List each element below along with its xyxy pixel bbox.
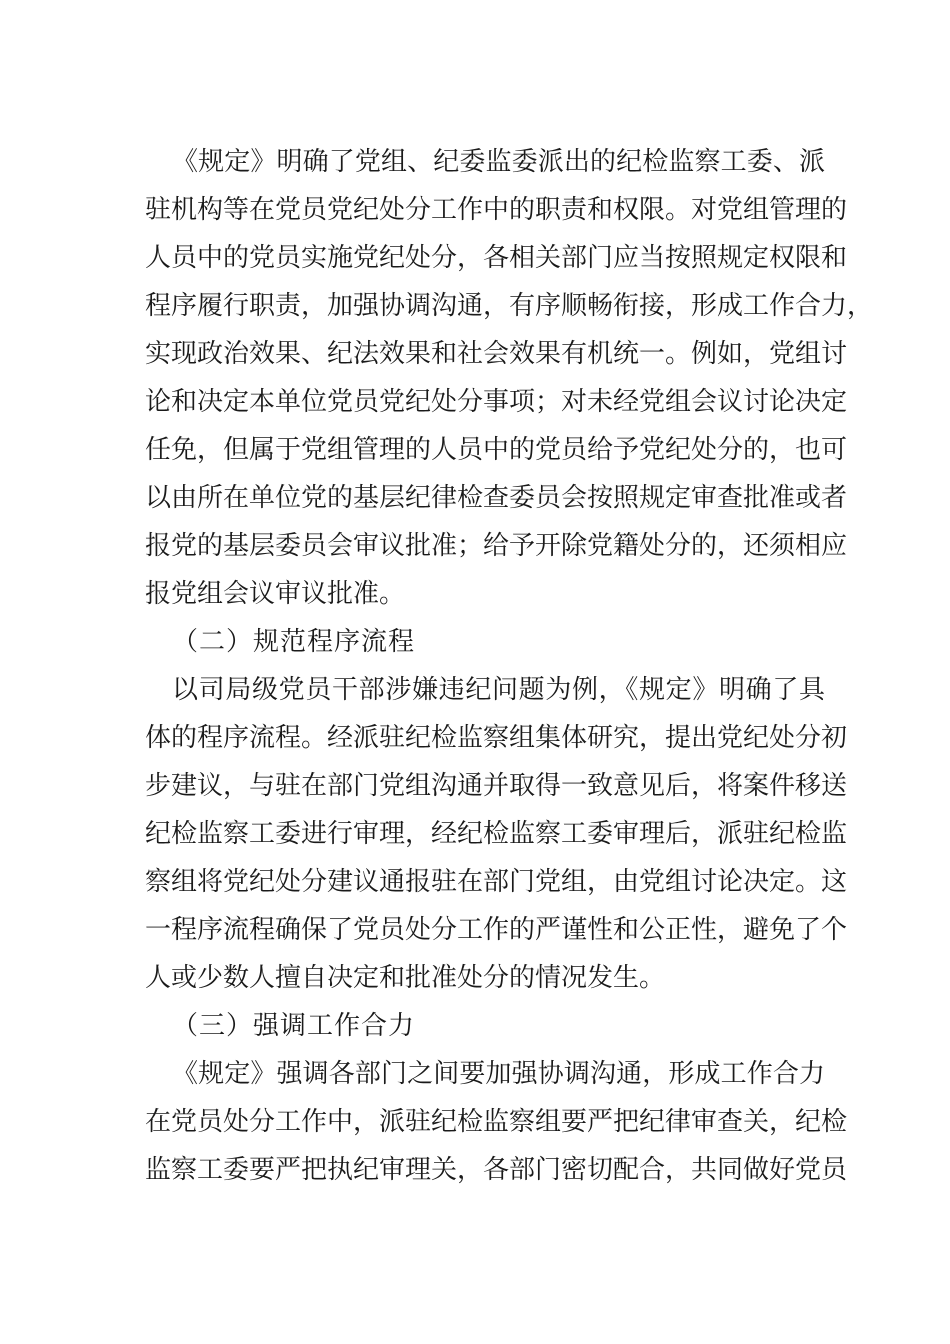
text-line: 程序履行职责，加强协调沟通，有序顺畅衔接，形成工作合力， xyxy=(145,291,874,321)
text-line: 以司局级党员干部涉嫌违纪问题为例，《规定》明确了具 xyxy=(172,675,825,705)
section-heading-3: （三）强调工作合力 xyxy=(172,1011,416,1041)
text-line: 监察工委要严把执纪审理关，各部门密切配合，共同做好党员 xyxy=(145,1155,848,1185)
text-line: 在党员处分工作中，派驻纪检监察组要严把纪律审查关，纪检 xyxy=(145,1107,848,1137)
text-line: 人或少数人擅自决定和批准处分的情况发生。 xyxy=(145,963,666,993)
section-heading-2: （二）规范程序流程 xyxy=(172,627,416,657)
text-line: 报党的基层委员会审议批准；给予开除党籍处分的，还须相应 xyxy=(145,531,848,561)
text-line: 体的程序流程。经派驻纪检监察组集体研究，提出党纪处分初 xyxy=(145,723,848,753)
text-line: 一程序流程确保了党员处分工作的严谨性和公正性，避免了个 xyxy=(145,915,848,945)
text-line: 察组将党纪处分建议通报驻在部门党组，由党组讨论决定。这 xyxy=(145,867,848,897)
text-line: 论和决定本单位党员党纪处分事项；对未经党组会议讨论决定 xyxy=(145,387,848,417)
text-line: 任免，但属于党组管理的人员中的党员给予党纪处分的，也可 xyxy=(145,435,848,465)
text-line: 实现政治效果、纪法效果和社会效果有机统一。例如，党组讨 xyxy=(145,339,848,369)
text-line: 人员中的党员实施党纪处分，各相关部门应当按照规定权限和 xyxy=(145,243,848,273)
text-line: 驻机构等在党员党纪处分工作中的职责和权限。对党组管理的 xyxy=(145,195,848,225)
text-line: 报党组会议审议批准。 xyxy=(145,579,406,609)
text-line: 以由所在单位党的基层纪律检查委员会按照规定审查批准或者 xyxy=(145,483,848,513)
text-line: 《规定》强调各部门之间要加强协调沟通，形成工作合力 xyxy=(172,1059,825,1089)
text-line: 纪检监察工委进行审理，经纪检监察工委审理后，派驻纪检监 xyxy=(145,819,848,849)
text-line: 《规定》明确了党组、纪委监委派出的纪检监察工委、派 xyxy=(172,147,825,177)
text-line: 步建议，与驻在部门党组沟通并取得一致意见后，将案件移送 xyxy=(145,771,848,801)
